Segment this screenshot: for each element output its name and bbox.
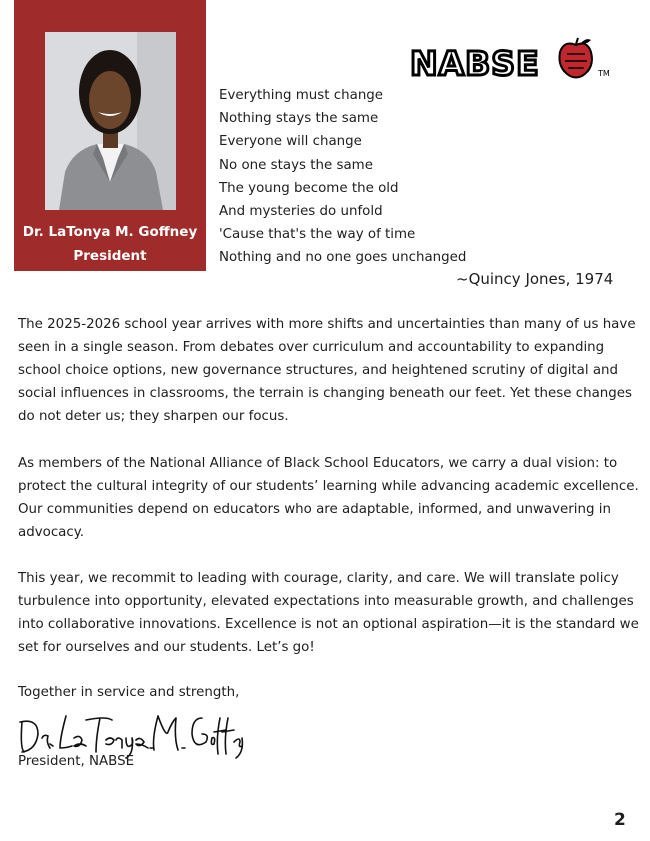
poem: [219, 84, 466, 270]
poem-line: The young become the old: [219, 180, 399, 196]
signature-title: President, NABSE: [18, 754, 135, 769]
poem-line: 'Cause that's the way of time: [219, 227, 416, 243]
poem-line: No one stays the same: [219, 157, 373, 173]
letter-body: [18, 313, 640, 683]
letter-paragraph: As members of the National Alliance of Black School Educators, we carry a dual vision: to protect the cultural integrity of our students’ learning while advancing academic excellence. Our communities depend on educators who are adaptable, informed, and unwavering in advocacy.: [18, 455, 639, 540]
portrait-photo: [45, 32, 176, 210]
letter-paragraph: The 2025-2026 school year arrives with more shifts and uncertainties than many of us have seen in a single season. From debates over curriculum and accountability to expanding school choice options, new governance structures, and heightened scrutiny of digital and social influences in classrooms, the terrain is changing beneath our feet. Yet these changes do not deter us; they sharpen our focus.: [18, 317, 636, 425]
poem-line: Nothing and no one goes unchanged: [219, 250, 467, 266]
poem-attribution: ~Quincy Jones, 1974: [456, 270, 614, 288]
apple-icon: [559, 38, 592, 78]
president-name: Dr. LaTonya M. Goffney: [22, 224, 198, 240]
closing-line: Together in service and strength,: [18, 685, 240, 700]
letter-paragraph: This year, we recommit to leading with courage, clarity, and care. We will translate policy turbulence into opportunity, elevated expectations into measurable growth, and challenges into collaborative innovations. Excellence is not an optional aspiration—it is the standard we set for ourselves and our students. Let’s go!: [18, 571, 639, 656]
handwritten-signature: [16, 708, 248, 760]
nabse-logo: [410, 36, 620, 82]
logo-wordmark: NABSE: [410, 44, 540, 82]
poem-line: Nothing stays the same: [219, 111, 379, 127]
poem-line: Everyone will change: [219, 134, 362, 150]
trademark-mark: TM: [598, 69, 610, 78]
profile-card: [14, 0, 206, 271]
poem-line: And mysteries do unfold: [219, 204, 383, 220]
page-number: 2: [614, 810, 626, 830]
president-title: President: [73, 248, 147, 264]
poem-line: Everything must change: [219, 88, 384, 103]
